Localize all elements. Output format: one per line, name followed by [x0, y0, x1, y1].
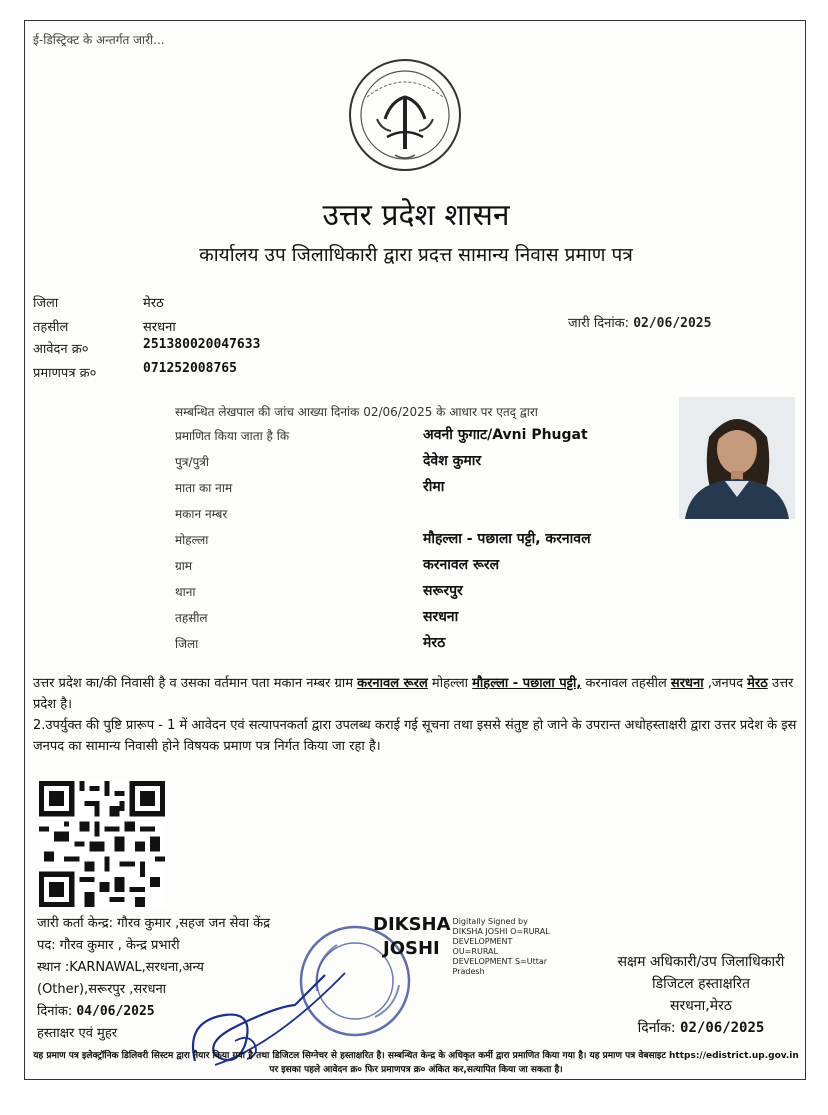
meta-value-tehsil: सरधना — [143, 320, 176, 335]
digital-signature-block — [373, 913, 550, 977]
intro-text: सम्बन्धित लेखपाल की जांच आख्या दिनांक 02/06/2025 के आधार पर एतद् द्वारा — [175, 405, 538, 419]
field-value-name: अवनी फुगाट/Avni Phugat — [423, 427, 588, 443]
page-title: उत्तर प्रदेश शासन — [322, 198, 510, 233]
field-label-mother: माता का नाम — [175, 481, 233, 495]
top-note: ई-डिस्ट्रिक्ट के अन्तर्गत जारी... — [33, 33, 165, 47]
meta-label-district: जिला — [33, 296, 59, 311]
authority-place: सरधना,मेरठ — [670, 998, 732, 1014]
field-label-name: प्रमाणित किया जाता है कि — [175, 429, 290, 443]
field-label-house-no: मकान नम्बर — [175, 507, 228, 521]
para-text-4: ,जनपद — [703, 676, 748, 691]
para-district: मेरठ — [747, 676, 768, 691]
field-value-mohalla: मौहल्ला - पछाला पट्टी, करनावल — [423, 531, 591, 547]
issuer-place: स्थान :KARNAWAL,सरधना,अन्य — [37, 960, 204, 975]
confirmation-paragraph: 2.उपर्युक्त की पुष्टि प्रारूप - 1 में आवेदन एवं सत्यापनकर्ता द्वारा उपलब्ध कराई गई सूचना तथा इससे संतुष्ट हो जाने के उपरान्त अधोहस्ताक्षरी द्वारा उत्तर प्रदेश के इस जनपद का सामान्य निवासी होने विषयक प्रमाण पत्र निर्गत किया जा रहा है। — [33, 718, 797, 754]
para-tehsil: सरधना — [670, 676, 704, 691]
field-value-police-station: सरूरपुर — [423, 583, 463, 599]
issue-date-label: जारी दिनांक: — [568, 316, 630, 331]
field-value-parent: देवेश कुमार — [423, 453, 482, 469]
issuer-date — [37, 1001, 155, 1019]
field-value-village: करनावल रूरल — [423, 557, 500, 573]
signature-detail: DEVELOPMENT S=Uttar — [452, 957, 548, 966]
signature-detail: OU=RURAL — [452, 947, 498, 956]
field-label-parent: पुत्र/पुत्री — [175, 455, 210, 469]
para-text-3: करनावल तहसील — [581, 676, 671, 691]
meta-label-application-no: आवेदन क्र० — [33, 342, 89, 357]
issuer-center: जारी कर्ता केन्द्र: गौरव कुमार ,सहज जन सेवा केंद्र — [37, 916, 271, 931]
authority-block — [601, 951, 801, 1039]
signer-name-line2: JOSHI — [383, 938, 440, 959]
authority-date — [601, 1017, 801, 1039]
meta-value-certificate-no: 071252008765 — [143, 361, 237, 376]
issue-date — [568, 313, 711, 331]
field-label-village: ग्राम — [175, 559, 193, 573]
certificate-sheet — [24, 20, 806, 1080]
para-village: करनावल रूरल — [357, 676, 428, 691]
para-text-2: मोहल्ला — [427, 676, 473, 691]
field-value-district: मेरठ — [423, 635, 446, 651]
page-subtitle: कार्यालय उप जिलाधिकारी द्वारा प्रदत्त सामान्य निवास प्रमाण पत्र — [199, 244, 633, 266]
para-text-1: उत्तर प्रदेश का/की निवासी है व उसका वर्तमान पता मकान नम्बर ग्राम — [33, 676, 358, 691]
qr-code-icon[interactable] — [39, 781, 165, 907]
meta-value-application-no: 251380020047633 — [143, 337, 261, 352]
issuer-place-2: (Other),सरूरपुर ,सरधना — [37, 982, 167, 997]
issuer-post: पद: गौरव कुमार , केन्द्र प्रभारी — [37, 938, 180, 953]
issuer-date-value: 04/06/2025 — [76, 1004, 155, 1019]
issue-date-value: 02/06/2025 — [633, 316, 712, 331]
issuer-date-label: दिनांक: — [37, 1004, 73, 1019]
field-value-mother: रीमा — [423, 479, 445, 495]
signature-detail: Digitally Signed by — [452, 917, 528, 926]
field-value-tehsil: सरधना — [423, 609, 459, 625]
authority-date-label: दिर्नाक: — [637, 1020, 676, 1036]
authority-digital-signed: डिजिटल हस्ताक्षरित — [652, 976, 750, 992]
para-mohalla: मौहल्ला - पछाला पट्टी, — [472, 676, 582, 691]
para-text-5: उत्तर प्रदेश है। — [33, 676, 794, 712]
up-government-seal-icon — [347, 57, 463, 173]
signer-name-line1: DIKSHA — [373, 914, 451, 935]
field-label-mohalla: मोहल्ला — [175, 533, 209, 547]
field-label-police-station: थाना — [175, 585, 196, 599]
signature-detail: DEVELOPMENT — [452, 937, 513, 946]
field-label-district: जिला — [175, 637, 199, 651]
residence-paragraph — [33, 673, 801, 757]
authority-title: सक्षम अधिकारी/उप जिलाधिकारी — [617, 954, 785, 970]
authority-date-value: 02/06/2025 — [680, 1020, 765, 1036]
field-label-tehsil: तहसील — [175, 611, 208, 625]
signature-detail: Pradesh — [452, 967, 485, 976]
issuer-sign-label: हस्ताक्षर एवं मुहर — [37, 1026, 118, 1041]
applicant-photo — [679, 397, 795, 519]
footer-note: यह प्रमाण पत्र इलेक्ट्रॉनिक डिलिवरी सिस्टम द्वारा तैयार किया गया है तथा डिजिटल सिग्नेचर से हस्ताक्षरित है। सम्बन्धित केन्द्र के अधिकृत कर्मी द्वारा प्रमाणित किया गया है। यह प्रमाण पत्र वेबसाइट https://edistrict.up.gov.in पर इसका पहले आवेदन क्र० फिर प्रमाणपत्र क्र० अंकित कर,सत्यापित किया जा सकता है। — [33, 1051, 799, 1075]
signature-detail: DIKSHA JOSHI O=RURAL — [452, 927, 550, 936]
meta-label-certificate-no: प्रमाणपत्र क्र० — [33, 366, 97, 381]
meta-label-tehsil: तहसील — [33, 320, 69, 335]
meta-value-district: मेरठ — [143, 296, 164, 311]
